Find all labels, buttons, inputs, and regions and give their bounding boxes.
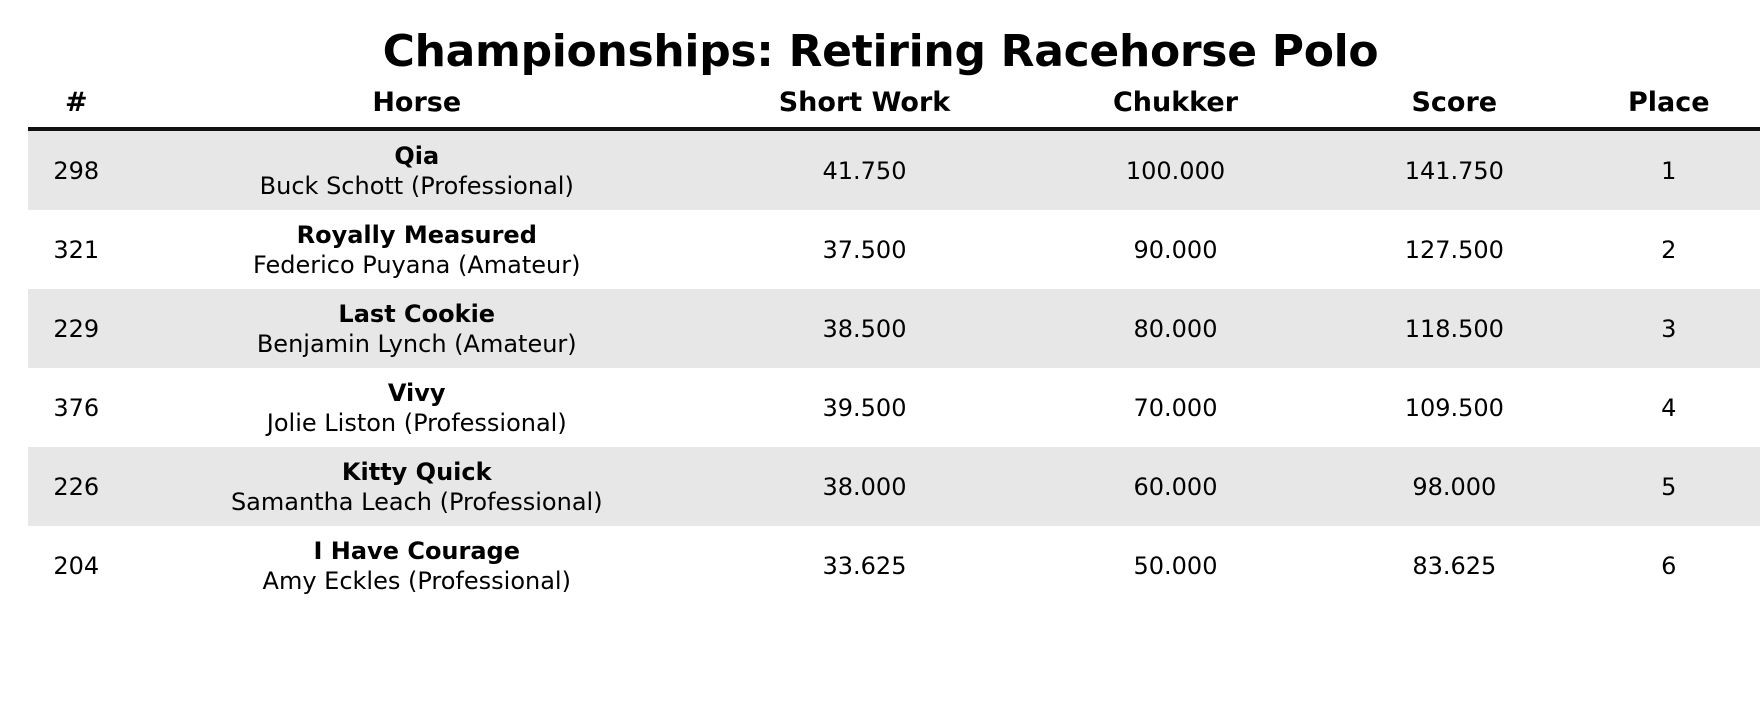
table-body [28,129,1760,605]
horse-name: Last Cookie [338,299,496,328]
page-title: Championships: Retiring Racehorse Polo [382,26,1379,77]
cell-horse [125,447,709,526]
horse-name: I Have Courage [313,536,521,565]
column-header-short-work: Short Work [778,87,951,118]
cell-score: 83.625 [1331,526,1578,605]
horse-name: Royally Measured [296,220,537,249]
rider-name: Jolie Liston (Professional) [266,408,567,437]
cell-score: 109.500 [1331,368,1578,447]
horse-name: Vivy [387,378,446,407]
cell-place: 3 [1578,289,1760,368]
rider-name: Benjamin Lynch (Amateur) [256,329,577,358]
cell-chukker: 50.000 [1020,526,1331,605]
horse-name: Qia [394,141,440,170]
cell-score: 98.000 [1331,447,1578,526]
table-row [28,129,1760,210]
cell-score: 127.500 [1331,210,1578,289]
cell-place: 4 [1578,368,1760,447]
cell-short-work: 33.625 [709,526,1020,605]
column-header-horse: Horse [372,87,462,118]
cell-number: 376 [28,368,125,447]
table-header [28,85,1760,129]
cell-horse [125,368,709,447]
cell-number: 298 [28,129,125,210]
cell-number: 321 [28,210,125,289]
cell-short-work: 37.500 [709,210,1020,289]
cell-place: 1 [1578,129,1760,210]
cell-horse [125,289,709,368]
table-row [28,526,1760,605]
horse-name: Kitty Quick [341,457,492,486]
cell-chukker: 90.000 [1020,210,1331,289]
cell-chukker: 80.000 [1020,289,1331,368]
cell-number: 204 [28,526,125,605]
column-header-number: # [64,87,88,118]
cell-score: 118.500 [1331,289,1578,368]
cell-horse [125,129,709,210]
column-header-chukker: Chukker [1112,87,1239,118]
table-row [28,210,1760,289]
column-header-place: Place [1628,87,1710,118]
cell-short-work: 38.500 [709,289,1020,368]
table-row [28,447,1760,526]
results-table [28,85,1760,605]
cell-score: 141.750 [1331,129,1578,210]
cell-short-work: 41.750 [709,129,1020,210]
cell-chukker: 70.000 [1020,368,1331,447]
cell-chukker: 100.000 [1020,129,1331,210]
cell-short-work: 39.500 [709,368,1020,447]
rider-name: Buck Schott (Professional) [259,171,574,200]
rider-name: Amy Eckles (Professional) [262,566,571,595]
table-row [28,368,1760,447]
rider-name: Samantha Leach (Professional) [230,487,603,516]
cell-horse [125,526,709,605]
cell-place: 6 [1578,526,1760,605]
cell-number: 226 [28,447,125,526]
table-row [28,289,1760,368]
cell-horse [125,210,709,289]
rider-name: Federico Puyana (Amateur) [252,250,581,279]
cell-number: 229 [28,289,125,368]
cell-place: 2 [1578,210,1760,289]
cell-short-work: 38.000 [709,447,1020,526]
table-header-row [28,85,1760,129]
column-header-score: Score [1411,87,1498,118]
cell-place: 5 [1578,447,1760,526]
cell-chukker: 60.000 [1020,447,1331,526]
